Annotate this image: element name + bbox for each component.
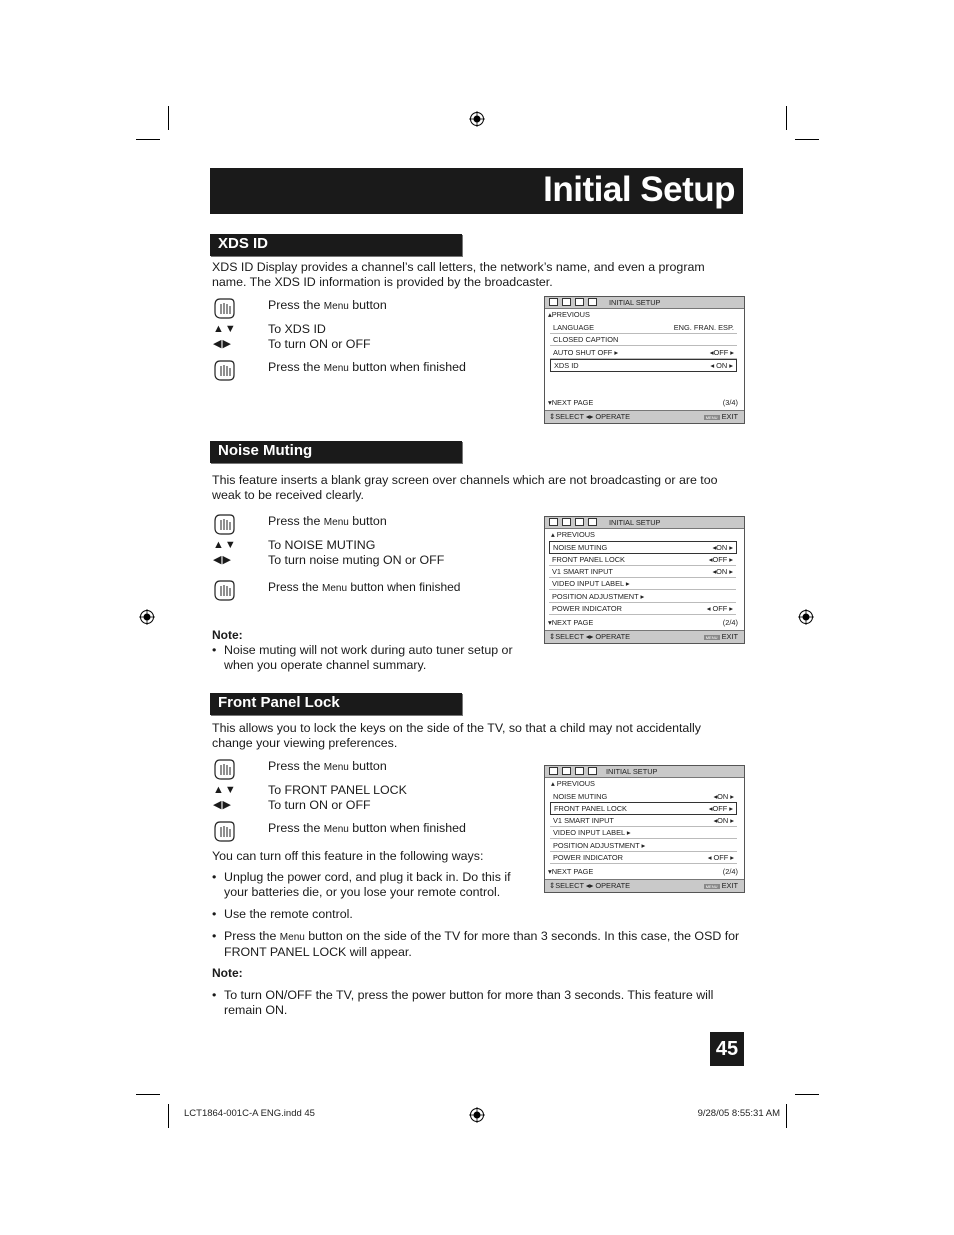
setup-icon bbox=[588, 767, 597, 775]
section-heading-noise-muting bbox=[210, 441, 462, 463]
osd-row-selected: NOISE MUTING ◂ON ▸ bbox=[549, 541, 737, 554]
osd-previous: ▴ PREVIOUS bbox=[551, 530, 595, 539]
up-down-arrows-icon: ▲▼ bbox=[213, 539, 237, 551]
fpl-note-heading: Note: bbox=[212, 966, 243, 980]
picture-icon bbox=[549, 298, 558, 306]
hand-press-icon bbox=[212, 358, 236, 382]
clock-icon bbox=[575, 767, 584, 775]
hand-press-icon bbox=[212, 578, 236, 602]
osd-row: V1 SMART INPUT ◂ON ▸ bbox=[550, 815, 737, 827]
osd-row-selected: XDS ID ◂ ON ▸ bbox=[550, 359, 737, 372]
footer-timestamp: 9/28/05 8:55:31 AM bbox=[697, 1108, 780, 1119]
left-right-arrows-icon: ◀▶ bbox=[213, 799, 232, 811]
noise-description: This feature inserts a blank gray screen over channels which are not broadcasting or are too weak to be received clearly. bbox=[212, 473, 718, 502]
setup-icon bbox=[588, 518, 597, 526]
crop-mark bbox=[168, 106, 169, 130]
osd-row: V1 SMART INPUT ◂ON ▸ bbox=[549, 566, 736, 578]
noise-step-press-menu: Press the Menu button bbox=[268, 514, 387, 528]
osd-header bbox=[545, 766, 744, 778]
fpl-step-press-menu: Press the Menu button bbox=[268, 759, 387, 773]
footer-file-name: LCT1864-001C-A ENG.indd 45 bbox=[184, 1108, 315, 1119]
crop-mark bbox=[136, 139, 160, 140]
crop-mark bbox=[795, 1094, 819, 1095]
menu-word: Menu bbox=[323, 301, 349, 312]
osd-row: POWER INDICATOR ◂ OFF ▸ bbox=[549, 603, 736, 615]
crop-mark bbox=[168, 1104, 169, 1128]
fpl-step-select: To FRONT PANEL LOCK bbox=[268, 783, 407, 797]
section-heading-text: XDS ID bbox=[218, 235, 269, 252]
crop-mark bbox=[786, 1104, 787, 1128]
fpl-step-press-menu-finished: Press the Menu button when finished bbox=[268, 821, 466, 835]
osd-header bbox=[545, 297, 744, 309]
noise-note: • Noise muting will not work during auto tuner setup or when you operate channel summary. bbox=[212, 643, 513, 672]
osd-row: AUTO SHUT OFF ▸ ◂OFF ▸ bbox=[550, 347, 737, 359]
osd-title: INITIAL SETUP bbox=[609, 298, 661, 307]
page-title-bar bbox=[210, 168, 743, 214]
crop-mark bbox=[795, 139, 819, 140]
osd-title: INITIAL SETUP bbox=[609, 518, 661, 527]
section-heading-text: Front Panel Lock bbox=[218, 694, 340, 711]
xds-step-press-menu-finished: Press the Menu button when finished bbox=[268, 360, 466, 374]
osd-row: POSITION ADJUSTMENT ▸ bbox=[549, 591, 736, 603]
osd-page-indicator: (2/4) bbox=[722, 618, 738, 627]
noise-step-select: To NOISE MUTING bbox=[268, 538, 376, 552]
osd-next-page: ▾NEXT PAGE bbox=[548, 398, 594, 407]
page-title: Initial Setup bbox=[543, 170, 735, 209]
xds-step-press-menu: Press the Menu button bbox=[268, 298, 387, 312]
osd-page-indicator: (3/4) bbox=[722, 398, 738, 407]
up-down-arrows-icon: ▲▼ bbox=[213, 323, 237, 335]
section-heading-front-panel-lock bbox=[210, 693, 462, 715]
fpl-ways-intro: You can turn off this feature in the following ways: bbox=[212, 849, 484, 863]
osd-row: CLOSED CAPTION bbox=[550, 334, 737, 346]
osd-menu-noise-muting bbox=[544, 516, 745, 644]
left-right-arrows-icon: ◀▶ bbox=[213, 338, 232, 350]
fpl-note: • To turn ON/OFF the TV, press the power button for more than 3 seconds. This feature will remain ON. bbox=[212, 988, 714, 1017]
xds-description: XDS ID Display provides a channel’s call letters, the network’s name, and even a program name. The XDS ID information is provided by the broadcaster. bbox=[212, 260, 705, 289]
section-heading-xds-id bbox=[210, 234, 462, 256]
sound-icon bbox=[562, 298, 571, 306]
osd-menu-front-panel-lock bbox=[544, 765, 745, 893]
osd-next-page: ▾NEXT PAGE bbox=[548, 618, 594, 627]
clock-icon bbox=[575, 298, 584, 306]
osd-row-selected: FRONT PANEL LOCK ◂OFF ▸ bbox=[550, 802, 737, 815]
xds-step-select: To XDS ID bbox=[268, 322, 326, 336]
crop-mark bbox=[786, 106, 787, 130]
registration-mark-icon bbox=[139, 609, 155, 625]
xds-step-turn: To turn ON or OFF bbox=[268, 337, 371, 351]
osd-row: VIDEO INPUT LABEL ▸ bbox=[550, 827, 737, 839]
hand-press-icon bbox=[212, 512, 236, 536]
osd-header bbox=[545, 517, 744, 529]
osd-row: POSITION ADJUSTMENT ▸ bbox=[550, 840, 737, 852]
osd-previous: ▴ PREVIOUS bbox=[551, 779, 595, 788]
registration-mark-icon bbox=[469, 111, 485, 127]
osd-row: LANGUAGE ENG. FRAN. ESP. bbox=[550, 322, 737, 334]
setup-icon bbox=[588, 298, 597, 306]
osd-row: POWER INDICATOR ◂ OFF ▸ bbox=[550, 852, 737, 864]
picture-icon bbox=[549, 518, 558, 526]
osd-footer: ⇕SELECT ◂▸ OPERATE MENU EXIT bbox=[545, 630, 744, 643]
osd-next-page: ▾NEXT PAGE bbox=[548, 867, 594, 876]
fpl-step-turn: To turn ON or OFF bbox=[268, 798, 371, 812]
noise-step-press-menu-finished: Press the Menu button when finished bbox=[268, 580, 461, 594]
page-number: 45 bbox=[710, 1032, 744, 1066]
left-right-arrows-icon: ◀▶ bbox=[213, 554, 232, 566]
fpl-bullet-menu-button: • Press the Menu button on the side of the TV for more than 3 seconds. In this case, the OSD for FRONT PANEL LOCK will appear. bbox=[212, 929, 740, 959]
osd-row: NOISE MUTING ◂ON ▸ bbox=[550, 791, 737, 803]
osd-footer: ⇕SELECT ◂▸ OPERATE MENU EXIT bbox=[545, 879, 744, 892]
sound-icon bbox=[562, 767, 571, 775]
hand-press-icon bbox=[212, 296, 236, 320]
fpl-description: This allows you to lock the keys on the side of the TV, so that a child may not accidentally change your viewing preferences. bbox=[212, 721, 702, 750]
hand-press-icon bbox=[212, 819, 236, 843]
osd-title: INITIAL SETUP bbox=[606, 767, 658, 776]
fpl-bullet-unplug: • Unplug the power cord, and plug it back in. Do this if your batteries die, or you lose your remote control. bbox=[212, 870, 511, 899]
picture-icon bbox=[549, 767, 558, 775]
osd-page-indicator: (2/4) bbox=[722, 867, 738, 876]
hand-press-icon bbox=[212, 757, 236, 781]
up-down-arrows-icon: ▲▼ bbox=[213, 784, 237, 796]
osd-footer: ⇕SELECT ◂▸ OPERATE MENU EXIT bbox=[545, 410, 744, 423]
osd-row: FRONT PANEL LOCK ◂OFF ▸ bbox=[549, 554, 736, 566]
clock-icon bbox=[575, 518, 584, 526]
registration-mark-icon bbox=[798, 609, 814, 625]
osd-row: VIDEO INPUT LABEL ▸ bbox=[549, 578, 736, 590]
noise-step-turn: To turn noise muting ON or OFF bbox=[268, 553, 445, 567]
noise-note-heading: Note: bbox=[212, 628, 243, 642]
osd-previous: ▴PREVIOUS bbox=[548, 310, 590, 319]
section-heading-text: Noise Muting bbox=[218, 442, 313, 459]
crop-mark bbox=[136, 1094, 160, 1095]
osd-menu-xds bbox=[544, 296, 745, 424]
fpl-bullet-remote: • Use the remote control. bbox=[212, 907, 353, 921]
sound-icon bbox=[562, 518, 571, 526]
registration-mark-icon bbox=[469, 1107, 485, 1123]
